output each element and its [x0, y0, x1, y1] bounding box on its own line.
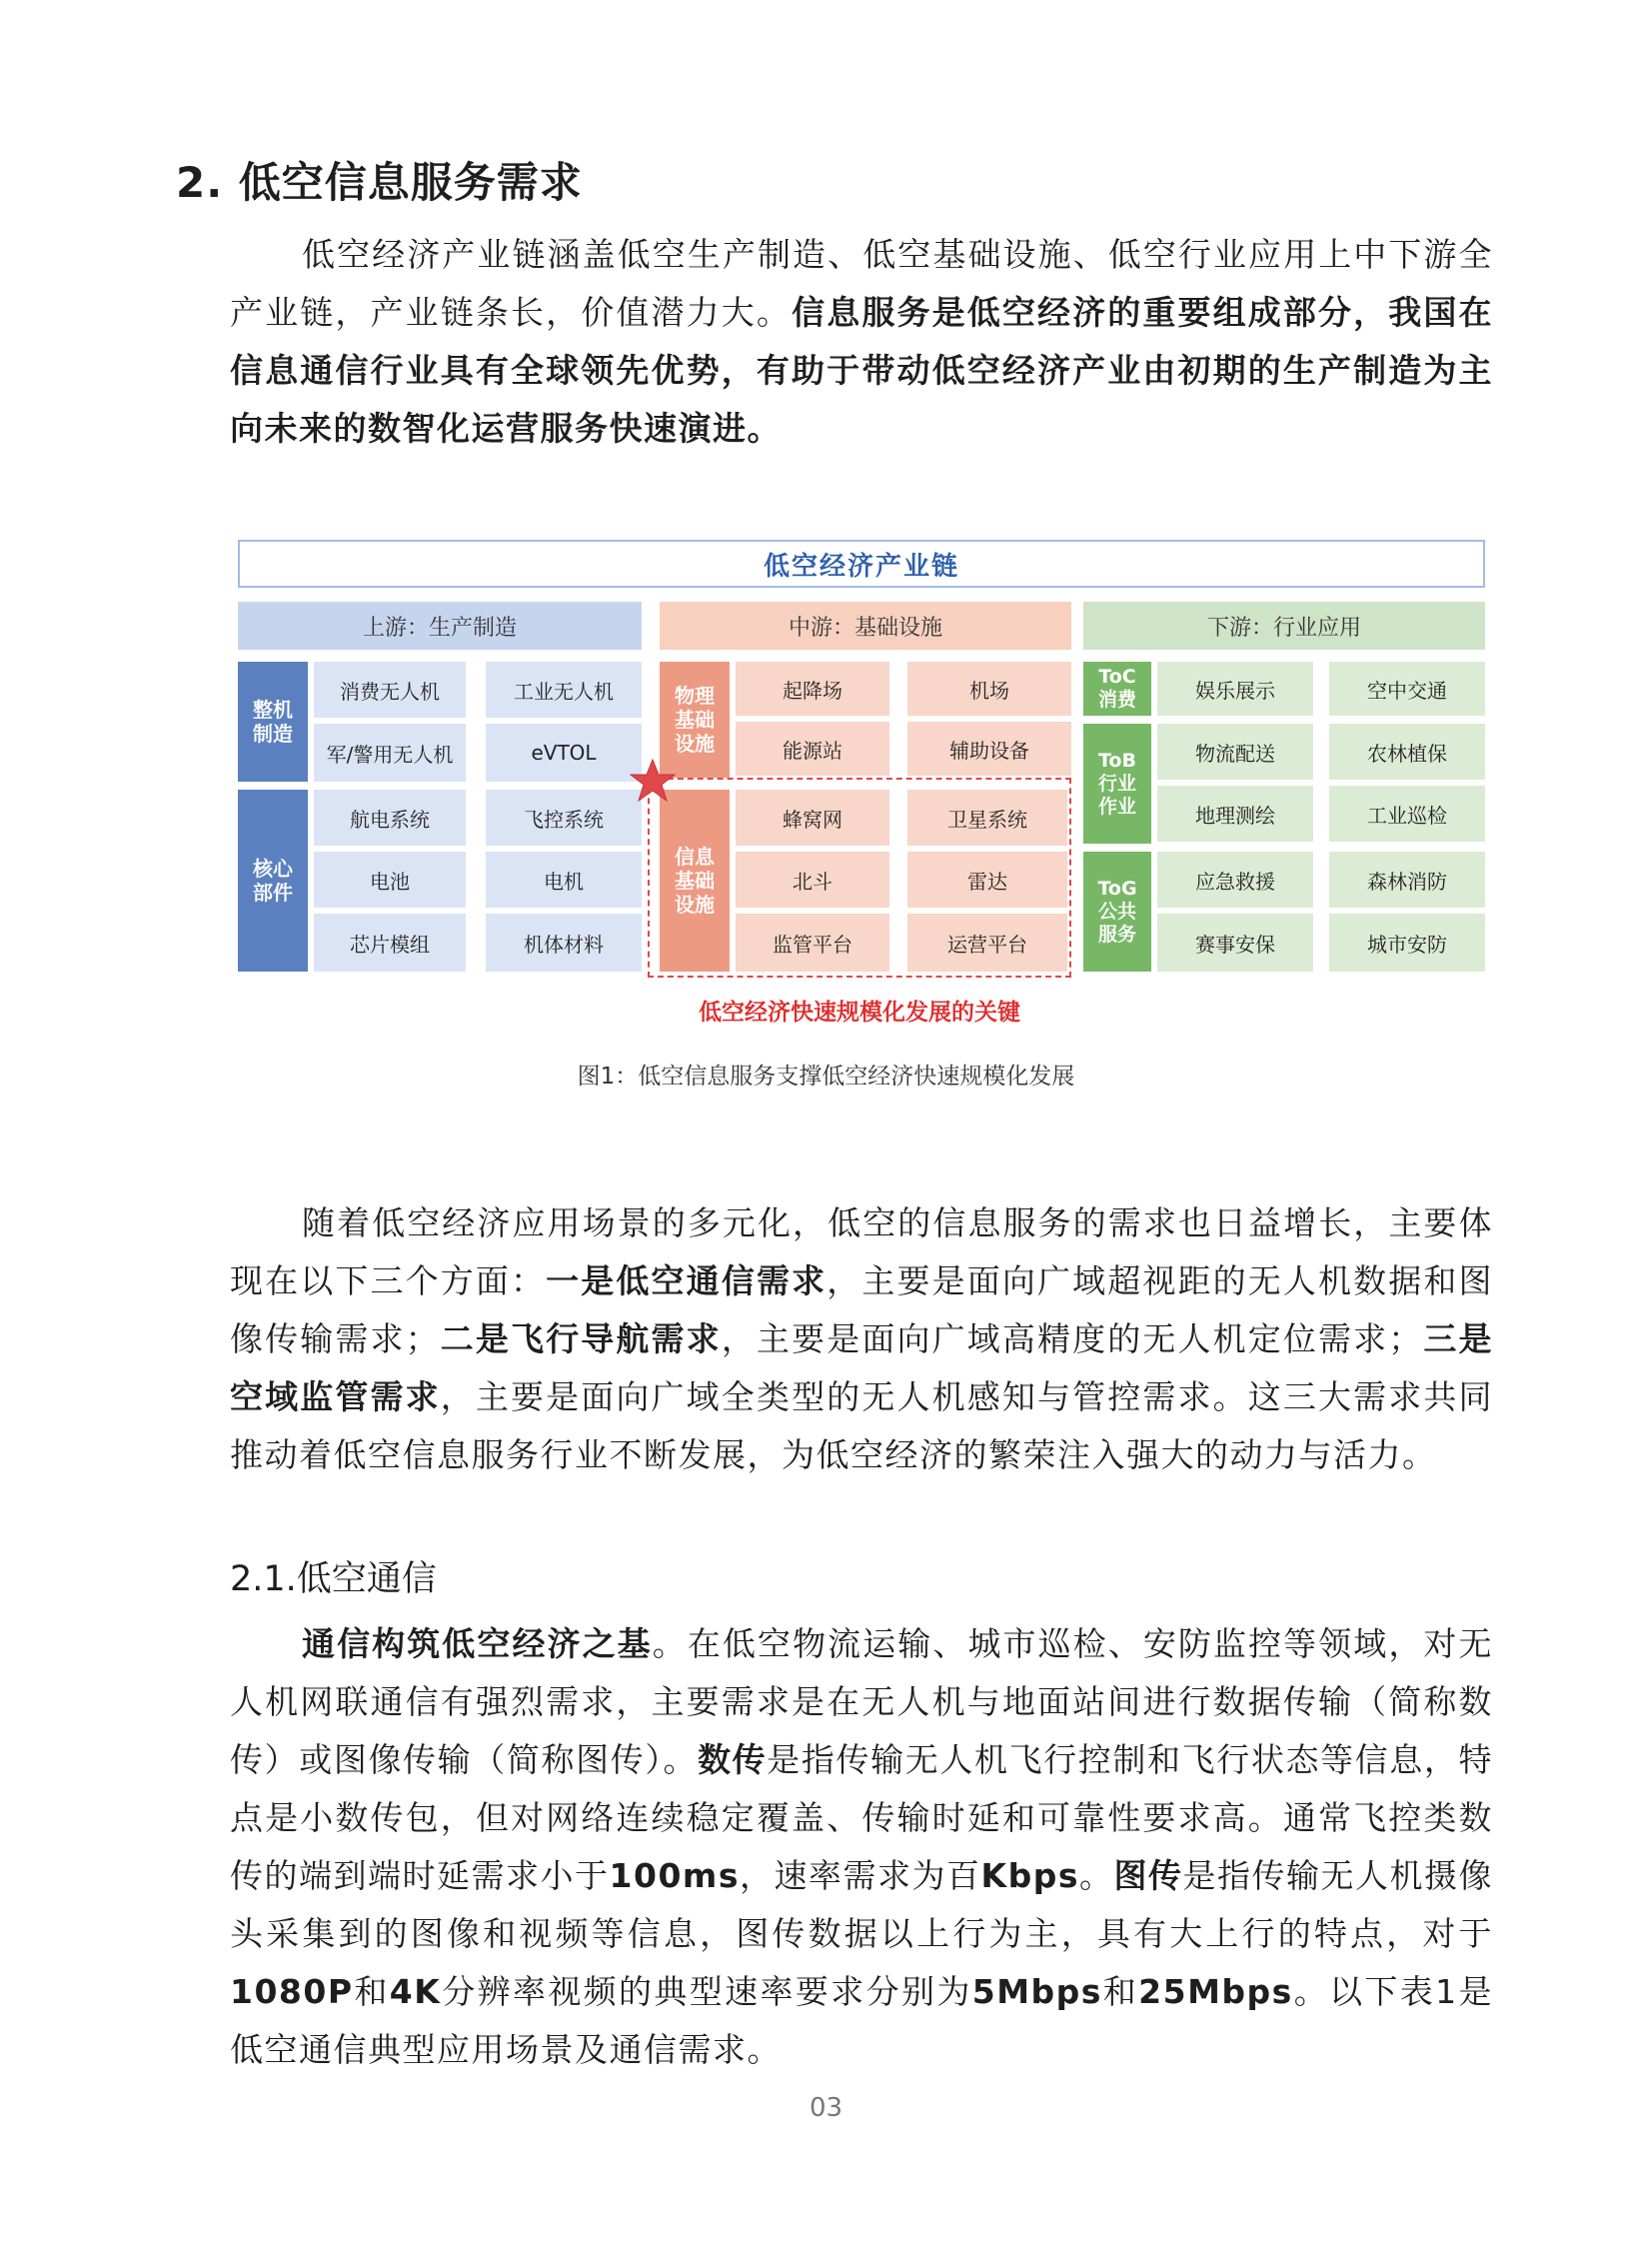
- upstream-cell: 工业无人机: [486, 662, 642, 718]
- upstream-cell: 军/警用无人机: [314, 724, 466, 782]
- downstream-cell: 地理测绘: [1157, 786, 1313, 842]
- upstream-cell: 芯片模组: [314, 914, 466, 972]
- section-title: 2. 低空信息服务需求: [176, 158, 583, 207]
- paragraph-communication: 通信构筑低空经济之基。在低空物流运输、城市巡检、安防监控等领域，对无人机网联通信有强烈需求，主要需求是在无人机与地面站间进行数据传输（简称数传）或图像传输（简称图传）。数传是指传输无人机飞行控制和飞行状态等信息，特点是小数传包，但对网络连续稳定覆盖、传输时延和可靠性要求高。通常飞控类数传的端到端时延需求小于100ms，速率需求为百Kbps。图传是指传输无人机摄像头采集到的图像和视频等信息，图传数据以上行为主，具有大上行的特点，对于1080P和4K分辨率视频的典型速率要求分别为5Mbps和25Mbps。以下表1是低空通信典型应用场景及通信需求。: [230, 1624, 1494, 2069]
- midstream-cell: 蜂窝网: [736, 790, 889, 846]
- downstream-cell: 赛事安保: [1157, 914, 1313, 972]
- midstream-cell: 辅助设备: [907, 722, 1071, 776]
- upstream-group-label: 核心部件: [238, 790, 308, 972]
- downstream-cell: 应急救援: [1157, 852, 1313, 908]
- industry-chain-figure: [236, 538, 1487, 1038]
- downstream-header: 下游：行业应用: [1083, 602, 1485, 650]
- midstream-cell: 监管平台: [736, 914, 889, 972]
- downstream-cell: 空中交通: [1329, 662, 1485, 716]
- downstream-cell: 物流配送: [1157, 724, 1313, 780]
- downstream-cell: 城市安防: [1329, 914, 1485, 972]
- upstream-cell: 机体材料: [486, 914, 642, 972]
- midstream-cell: 机场: [907, 662, 1071, 716]
- downstream-group-label: ToG公共服务: [1083, 852, 1151, 972]
- upstream-cell: 飞控系统: [486, 790, 642, 846]
- midstream-group-label: 物理基础设施: [660, 662, 730, 778]
- midstream-group-label: 信息基础设施: [660, 790, 730, 972]
- upstream-cell: 电机: [486, 852, 642, 908]
- key-dashed-frame: [648, 778, 1071, 978]
- paragraph-intro: 低空经济产业链涵盖低空生产制造、低空基础设施、低空行业应用上中下游全产业链，产业链条长，价值潜力大。信息服务是低空经济的重要组成部分，我国在信息通信行业具有全球领先优势，有助于带动低空经济产业由初期的生产制造为主向未来的数智化运营服务快速演进。: [230, 235, 1494, 448]
- key-label: 低空经济快速规模化发展的关键: [699, 1000, 1020, 1026]
- midstream-cell: 运营平台: [907, 914, 1067, 972]
- figure-title: 低空经济产业链: [238, 540, 1485, 588]
- subsection-title: 2.1.低空通信: [230, 1559, 437, 1599]
- midstream-cell: 雷达: [907, 852, 1067, 908]
- downstream-cell: 工业巡检: [1329, 786, 1485, 842]
- midstream-header: 中游：基础设施: [660, 602, 1071, 650]
- upstream-cell: 电池: [314, 852, 466, 908]
- paragraph-demands: 随着低空经济应用场景的多元化，低空的信息服务的需求也日益增长，主要体现在以下三个方面：一是低空通信需求，主要是面向广域超视距的无人机数据和图像传输需求；二是飞行导航需求，主要是面向广域高精度的无人机定位需求；三是空域监管需求，主要是面向广域全类型的无人机感知与管控需求。这三大需求共同推动着低空信息服务行业不断发展，为低空经济的繁荣注入强大的动力与活力。: [230, 1203, 1494, 1474]
- upstream-group-label: 整机制造: [238, 662, 308, 782]
- downstream-group-label: ToB行业作业: [1083, 724, 1151, 844]
- upstream-cell: eVTOL: [486, 724, 642, 782]
- star-icon: [630, 758, 676, 804]
- downstream-cell: 农林植保: [1329, 724, 1485, 780]
- page-number: 03: [809, 2093, 843, 2123]
- downstream-group-label: ToC消费: [1083, 662, 1151, 716]
- midstream-cell: 卫星系统: [907, 790, 1067, 846]
- upstream-cell: 航电系统: [314, 790, 466, 846]
- upstream-cell: 消费无人机: [314, 662, 466, 718]
- midstream-cell: 北斗: [736, 852, 889, 908]
- upstream-header: 上游：生产制造: [238, 602, 642, 650]
- midstream-cell: 起降场: [736, 662, 889, 716]
- midstream-cell: 能源站: [736, 722, 889, 776]
- figure-caption: 图1：低空信息服务支撑低空经济快速规模化发展: [577, 1064, 1075, 1090]
- downstream-cell: 娱乐展示: [1157, 662, 1313, 716]
- downstream-cell: 森林消防: [1329, 852, 1485, 908]
